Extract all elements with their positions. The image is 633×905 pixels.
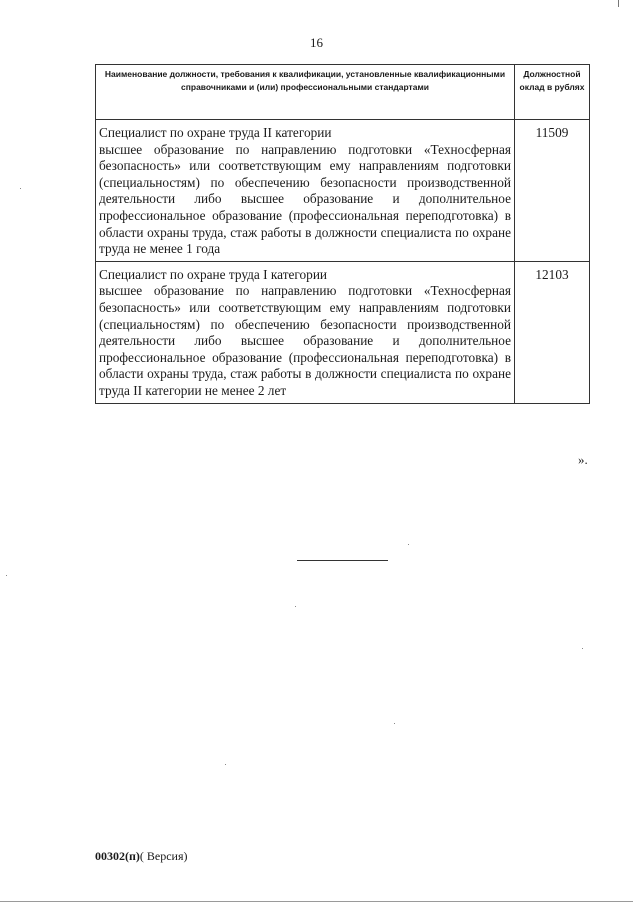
salary-cell: 11509 bbox=[515, 120, 590, 262]
position-cell bbox=[96, 261, 515, 403]
header-position-column: Наименование должности, требования к квалификации, установленные квалификационными справочниками и (или) профессиональными стандартами bbox=[96, 65, 515, 120]
scan-edge-line bbox=[0, 901, 633, 902]
salary-table bbox=[95, 64, 590, 404]
scan-speck bbox=[408, 544, 409, 545]
scan-mark bbox=[618, 0, 619, 7]
scan-speck bbox=[20, 188, 21, 189]
header-salary-column: Должностной оклад в рублях bbox=[515, 65, 590, 120]
position-title: Специалист по охране труда II категории bbox=[99, 125, 332, 140]
scan-speck bbox=[295, 606, 296, 607]
scan-speck bbox=[394, 723, 395, 724]
position-title: Специалист по охране труда I категории bbox=[99, 266, 328, 282]
position-requirements: высшее образование по направлению подготовки «Техносферная безопасность» или соответствующим ему направлениям подготовки (специальностям) по обеспечению безопасности производственной деятельности либо высшее образование и дополнительное профессиональное образование (профессиональная переподготовка) в области охраны труда, стаж работы в должности специалиста по охране труда II категории не менее 2 лет bbox=[99, 283, 511, 398]
position-cell bbox=[96, 120, 515, 262]
document-code-number: 00302(п) bbox=[95, 849, 140, 863]
document-code bbox=[95, 849, 188, 864]
document-version: ( Версия) bbox=[139, 849, 188, 863]
scan-speck bbox=[6, 575, 7, 576]
scan-speck bbox=[225, 764, 226, 765]
table-row bbox=[96, 120, 590, 262]
closing-quote: ». bbox=[578, 452, 588, 467]
separator-line bbox=[297, 560, 388, 561]
scan-speck bbox=[582, 648, 583, 649]
position-requirements: высшее образование по направлению подготовки «Техносферная безопасность» или соответствующим ему направлениям подготовки (специальностям) по обеспечению безопасности производственной деятельности либо высшее образование и дополнительное профессиональное образование (профессиональная переподготовка) в области охраны труда, стаж работы в должности специалиста по охране труда не менее 1 года bbox=[99, 141, 511, 257]
page-number: 16 bbox=[310, 35, 323, 50]
table-row bbox=[96, 261, 590, 403]
table-header-row bbox=[96, 65, 590, 120]
salary-cell: 12103 bbox=[515, 261, 590, 403]
